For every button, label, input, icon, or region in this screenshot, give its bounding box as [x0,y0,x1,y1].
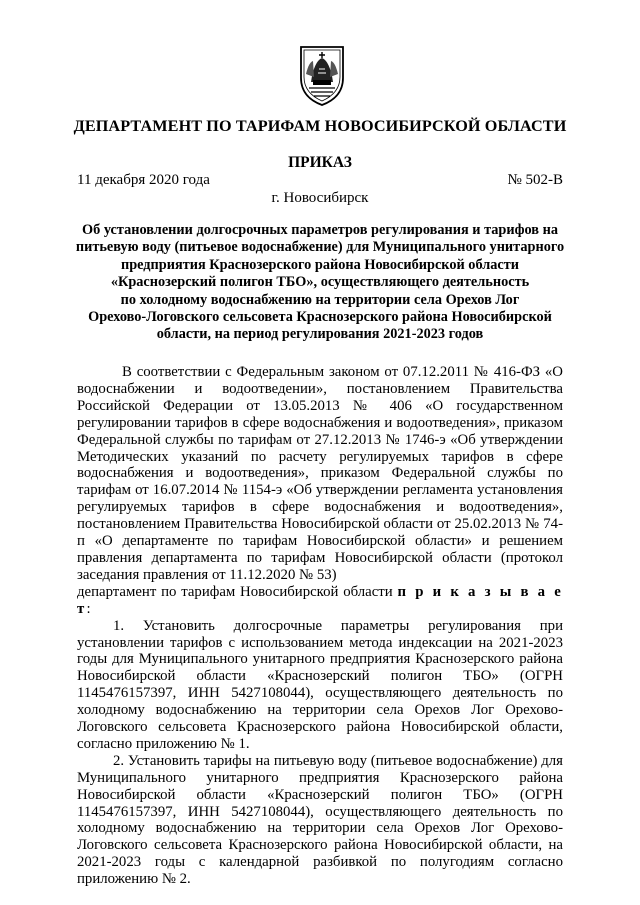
preamble-paragraph: В соответствии с Федеральным законом от 07.12.2011 № 416-ФЗ «О водоснабжении и водоотведении», постановлением Правительства Российской Федерации от 13.05.2013 № 406 «О государственном регулировании тарифов в сфере водоснабжения и водоотведения», приказом Федеральной службы по тарифам от 27.12.2013 № 1746-э «Об утверждении Методических указаний по расчету регулируемых тарифов в сфере водоснабжения и водоотведения», приказом Федеральной службы по тарифам от 16.07.2014 № 1154-э «Об утверждении регламента установления регулируемых тарифов в сфере водоснабжения и водоотведения», постановлением Правительства Новосибирской области от 25.02.2013 № 74-п «О департаменте по тарифам Новосибирской области» и решением правления департамента по тарифам Новосибирской области (протокол заседания правления от 11.12.2020 № 53) [77,364,563,583]
order-city: г. Новосибирск [271,190,369,206]
decree-suffix: : [86,600,91,617]
order-heading [70,222,570,344]
item-2-paragraph: 2. Установить тарифы на питьевую воду (питьевое водоснабжение) для Муниципального унитарного предприятия Краснозерского района Новосибирской области «Краснозерский полигон ТБО» (ОГРН 1145476157397, ИНН 5427108044), осуществляющего деятельность по холодному водоснабжению на территории села Орехов Лог Орехово-Логовского сельсовета Краснозерского района Новосибирской области, на 2021-2023 годы с календарной разбивкой по полугодиям согласно приложению № 2. [77,752,563,888]
order-body [77,364,563,888]
department-name: ДЕПАРТАМЕНТ ПО ТАРИФАМ НОВОСИБИРСКОЙ ОБЛАСТИ [73,117,567,135]
heading-line: питьевую воду (питьевое водоснабжение) для Муниципального унитарного [75,239,565,256]
heading-line: Орехово-Логовского сельсовета Краснозерского района Новосибирской [88,309,552,326]
order-title: ПРИКАЗ [288,154,352,171]
heading-line: «Краснозерский полигон ТБО», осуществляющего деятельность [110,274,530,291]
decree-prefix: департамент по тарифам Новосибирской области [77,583,393,600]
heading-line: по холодному водоснабжению на территории села Орехов Лог [120,291,520,308]
heading-line: Об установлении долгосрочных параметров регулирования и тарифов на [82,222,558,238]
item-1-paragraph: 1. Установить долгосрочные параметры регулирования при установлении тарифов с использованием метода индексации на 2021-2023 годы для Муниципального унитарного предприятия Краснозерского района Новосибирской области «Краснозерский полигон ТБО» (ОГРН 1145476157397, ИНН 5427108044), осуществляющего деятельность по холодному водоснабжению на территории села Орехов Лог Орехово-Логовского сельсовета Краснозерского района Новосибирской области, согласно приложению № 1. [77,617,563,752]
decree-line [77,584,563,618]
order-date: 11 декабря 2020 года [77,172,210,188]
heading-line: предприятия Краснозерского района Новосибирской области [120,256,520,273]
heading-line: области, на период регулирования 2021-2023 годов [156,326,484,343]
decree-word: п р и к а з ы в а е т [77,583,564,617]
coat-of-arms-icon [297,44,347,106]
order-number: № 502-В [507,172,563,188]
